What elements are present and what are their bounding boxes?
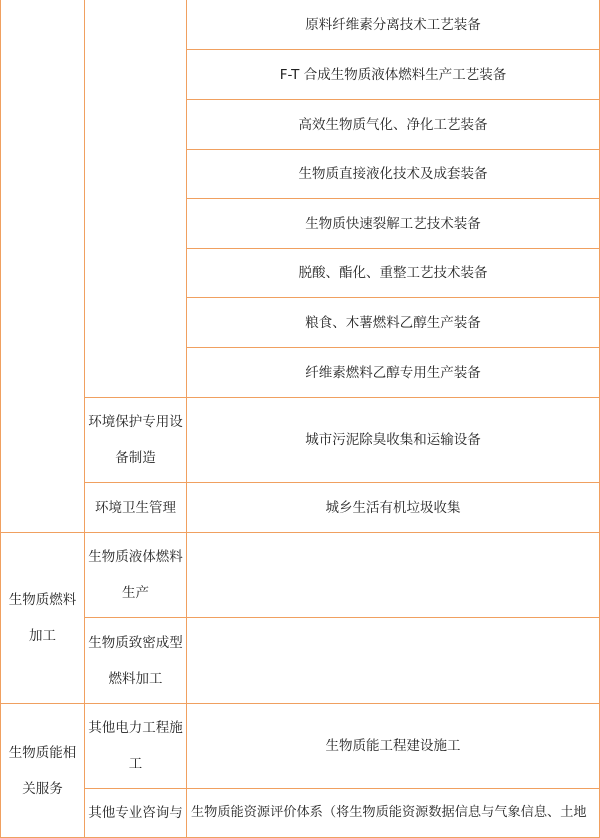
subcategory-cell: 生物质致密成型 燃料加工 [88,634,183,687]
subcategory-cell: 其他专业咨询与 [88,805,183,821]
equipment-cell: 高效生物质气化、净化工艺装备 [298,116,488,133]
equipment-cell: 原料纤维素分离技术工艺装备 [305,16,481,33]
category-cell: 生物质能相 关服务 [8,745,77,797]
subcategory-cell: 环境卫生管理 [95,499,176,516]
equipment-cell: F-T 合成生物质液体燃料生产工艺装备 [279,66,507,83]
equipment-cell: 粮食、木薯燃料乙醇生产装备 [305,314,481,331]
equipment-cell: 生物质直接液化技术及成套装备 [298,166,488,182]
equipment-cell: 城乡生活有机垃圾收集 [325,499,461,516]
subcategory-cell: 其他电力工程施 工 [88,720,183,772]
equipment-cell: 生物质快速裂解工艺技术装备 [305,215,481,232]
equipment-cell: 生物质能资源评价体系（将生物质能资源数据信息与气象信息、土地 [191,805,587,820]
equipment-cell: 脱酸、酯化、重整工艺技术装备 [298,265,488,281]
subcategory-cell: 环境保护专用设 备制造 [88,414,183,466]
subcategory-cell: 生物质液体燃料 生产 [88,549,183,601]
equipment-cell: 生物质能工程建设施工 [325,738,461,754]
equipment-cell: 纤维素燃料乙醇专用生产装备 [305,364,481,381]
equipment-cell: 城市污泥除臭收集和运输设备 [305,432,481,448]
category-cell: 生物质燃料 加工 [8,592,77,644]
